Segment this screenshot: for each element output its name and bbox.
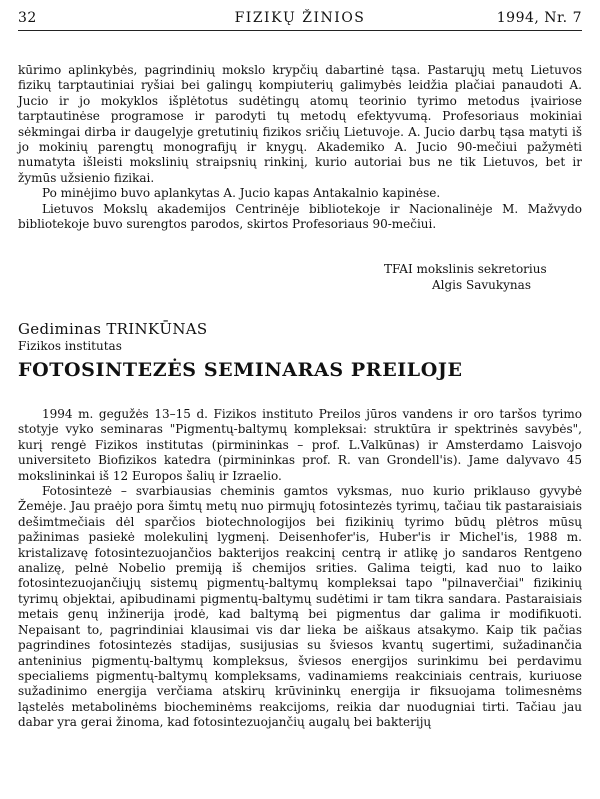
issue-label: 1994, Nr. 7 bbox=[496, 10, 582, 26]
article-body bbox=[18, 407, 582, 731]
signature-name: Algis Savukynas bbox=[432, 277, 531, 292]
page-number: 32 bbox=[18, 10, 37, 26]
paragraph: Fotosintezė – svarbiausias cheminis gamtos vyksmas, nuo kurio priklauso gyvybė Žemėje. Jau praėjo pora šimtų metų nuo pirmųjų fotosintezės tyrimų, tačiau tik pastaraisiais dešimtmečiais dėl sparčios biotechnologijos bei fizikinių tyrimo būdų plėtros mūsų pažinimas pasiekė molekulinį lygmenį. Deisenhofer'is, Huber'is ir Michel'is, 1988 m. kristalizavę fotosintezuojančios bakterijos reakcinį centrą ir atlikę jo sandaros Rentgeno analizę, pelnė Nobelio premiją iš chemijos srities. Galima teigti, kad nuo to laiko fotosintezuojančiųjų sistemų pigmentų-baltymų kompleksai tapo "pilnaverčiai" fizikinių tyrimų objektai, apibudinami pigmentų-baltymų sudėtimi ir tam tikra sandara. Pastaraisiais metais genų inžinerija įrodė, kad baltymą bei pigmentus dar galima ir modifikuoti. Nepaisant to, pagrindiniai klausimai vis dar lieka be aiškaus atsakymo. Kaip tik pačias pagrindines fotosintezės stadijas, susijusias su šviesos kvantų sugertimi, sužadinančia anteninius pigmentų-baltymų kompleksus, šviesos energijos surinkimu bei perdavimu specialiems pigmentų-baltymų kompleksams, vadinamiems reakciniais centrais, kuriuose sužadinimo energija verčiama atskirų krūvininkų energija ir fiksuojama tolimesnėms ląstelės metabolinėms biocheminėms reakcijoms, reikia dar nuodugniai tirti. Tačiau jau dabar yra gerai žinoma, kad fotosintezuojančių augalų bei bakterijų bbox=[18, 484, 582, 730]
paragraph: Po minėjimo buvo aplankytas A. Jucio kapas Antakalnio kapinėse. bbox=[42, 186, 441, 201]
signature-role: TFAI mokslinis sekretorius bbox=[384, 262, 547, 276]
signature-block bbox=[384, 262, 547, 293]
paragraph: Lietuvos Mokslų akademijos Centrinėje bibliotekoje ir Nacionalinėje M. Mažvydo bibliotekoje buvo surengtos parodos, skirtos Profesoriaus 90-mečiui. bbox=[18, 201, 582, 232]
article-institution: Fizikos institutas bbox=[18, 339, 122, 353]
article-title: FOTOSINTEZĖS SEMINARAS PREILOJE bbox=[18, 359, 463, 381]
paragraph: kūrimo aplinkybės, pagrindinių mokslo krypčių dabartinė tąsa. Pastarųjų metų Lietuvos fizikų tarptautiniai ryšiai bei galingų kompiuterių galimybės leidžia plačiai panaudoti A. Jucio ir jo mokyklos išplėtotus sudėtingų atomų teorinio tyrimo metodus įvairiose tarptautinėse programose ir parodyti tų metodų efektyvumą. Profesoriaus mokiniai sėkmingai dirba ir daugelyje gretutinių fizikos sričių Lietuvoje. A. Jucio darbų tąsa matyti iš jo mokinių parengtų monografijų ir knygų. Akademiko A. Jucio 90-mečiui pažymėti numatyta išleisti mokslinių straipsnių rinkinį, kurio autoriai bus ne tik Lietuvos, bet ir žymūs užsienio fizikai. bbox=[18, 63, 582, 185]
article-author: Gediminas TRINKŪNAS bbox=[18, 320, 208, 338]
paragraph: 1994 m. gegužės 13–15 d. Fizikos instituto Preilos jūros vandens ir oro taršos tyrimo stotyje vyko seminaras "Pigmentų-baltymų kompleksai: struktūra ir spektrinės savybės", kurį rengė Fizikos institutas (pirmininkas – prof. L.Valkūnas) ir Amsterdamo Laisvojo universiteto Biofizikos katedra (pirmininkas prof. R. van Grondell'is). Jame dalyvavo 45 mokslininkai iš 12 Europos šalių ir Izraelio. bbox=[18, 407, 582, 483]
previous-article-continuation bbox=[18, 63, 582, 232]
running-header bbox=[18, 8, 582, 31]
journal-title: FIZIKŲ ŽINIOS bbox=[234, 10, 366, 26]
